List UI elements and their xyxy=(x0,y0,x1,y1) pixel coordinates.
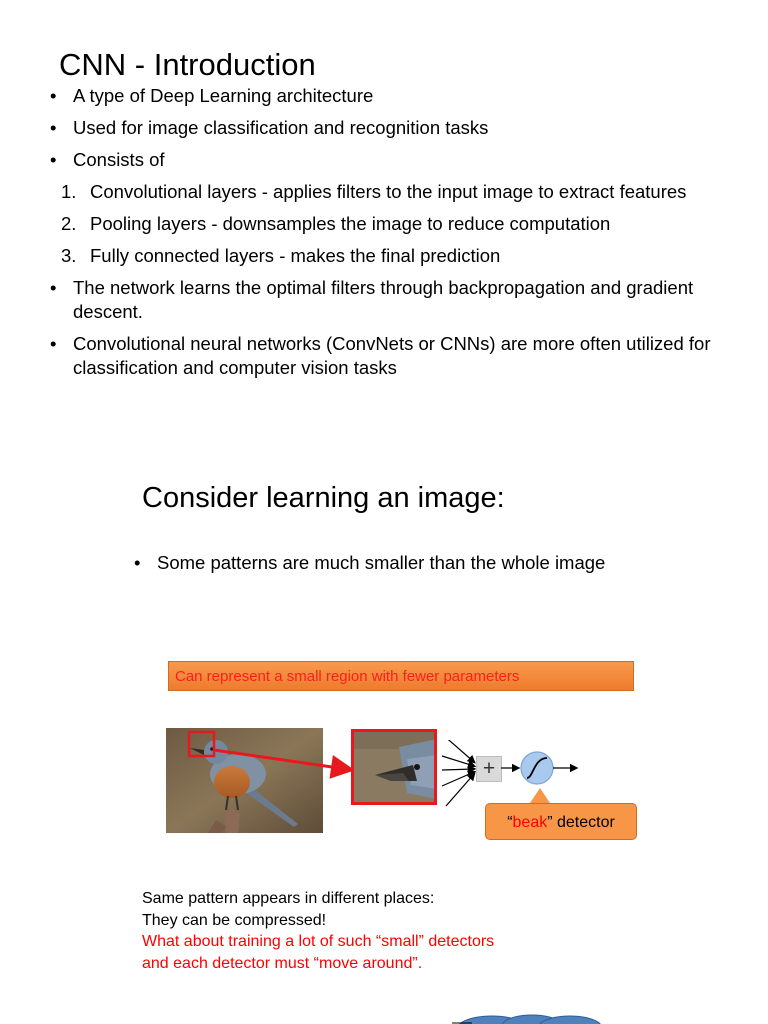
numbered-text: Convolutional layers - applies filters to the input image to extract features xyxy=(90,181,687,202)
text-line-red: and each detector must “move around”. xyxy=(142,954,423,972)
bullet-marker: • xyxy=(50,85,57,106)
slide-title: Consider learning an image: xyxy=(142,482,505,514)
list-item xyxy=(134,551,614,575)
numbered-item xyxy=(50,212,750,236)
list-item xyxy=(50,276,750,324)
explanation-text xyxy=(142,888,494,974)
sum-node: + xyxy=(476,756,502,782)
text-line: They can be compressed! xyxy=(142,911,327,929)
item-number: 3. xyxy=(61,245,77,266)
bullet-marker: • xyxy=(50,117,57,138)
quote-close: ” xyxy=(547,814,553,831)
text-line: Same pattern appears in different places: xyxy=(142,890,435,907)
list-item xyxy=(50,148,750,172)
list-item xyxy=(50,116,750,140)
bullet-list xyxy=(50,84,750,388)
numbered-text: Fully connected layers - makes the final prediction xyxy=(90,245,501,266)
item-number: 2. xyxy=(61,213,77,234)
bullet-text: Used for image classification and recognition tasks xyxy=(73,117,489,138)
highlight-box: Can represent a small region with fewer parameters xyxy=(168,661,634,691)
bullet-text: Consists of xyxy=(73,149,165,170)
bullet-marker: • xyxy=(50,333,57,354)
item-number: 1. xyxy=(61,181,77,202)
list-item xyxy=(50,84,750,108)
bullet-text: Convolutional neural networks (ConvNets or CNNs) are more often utilized for classification and computer vision tasks xyxy=(73,333,711,378)
beak-zoom-image xyxy=(351,729,437,805)
numbered-text: Pooling layers - downsamples the image to reduce computation xyxy=(90,213,611,234)
bullet-marker: • xyxy=(50,277,57,298)
text-line-red: What about training a lot of such “small” detectors xyxy=(142,933,495,950)
quote-open: “ xyxy=(507,814,513,831)
bullet-list xyxy=(134,551,614,583)
bullet-marker: • xyxy=(134,552,141,573)
bullet-text: The network learns the optimal filters through backpropagation and gradient descent. xyxy=(73,277,694,322)
bullet-text: Some patterns are much smaller than the whole image xyxy=(157,552,606,573)
bullet-marker: • xyxy=(50,149,57,170)
list-item xyxy=(50,332,750,380)
numbered-item xyxy=(50,180,750,204)
detector-word: detector xyxy=(552,814,615,831)
numbered-item xyxy=(50,244,750,268)
bullet-text: A type of Deep Learning architecture xyxy=(73,85,374,106)
sigmoid-neuron xyxy=(500,748,582,788)
beak-word: beak xyxy=(512,814,548,831)
slide-title: CNN - Introduction xyxy=(59,47,316,82)
cloud-shape xyxy=(452,1010,612,1024)
beak-detector-label xyxy=(485,803,637,840)
